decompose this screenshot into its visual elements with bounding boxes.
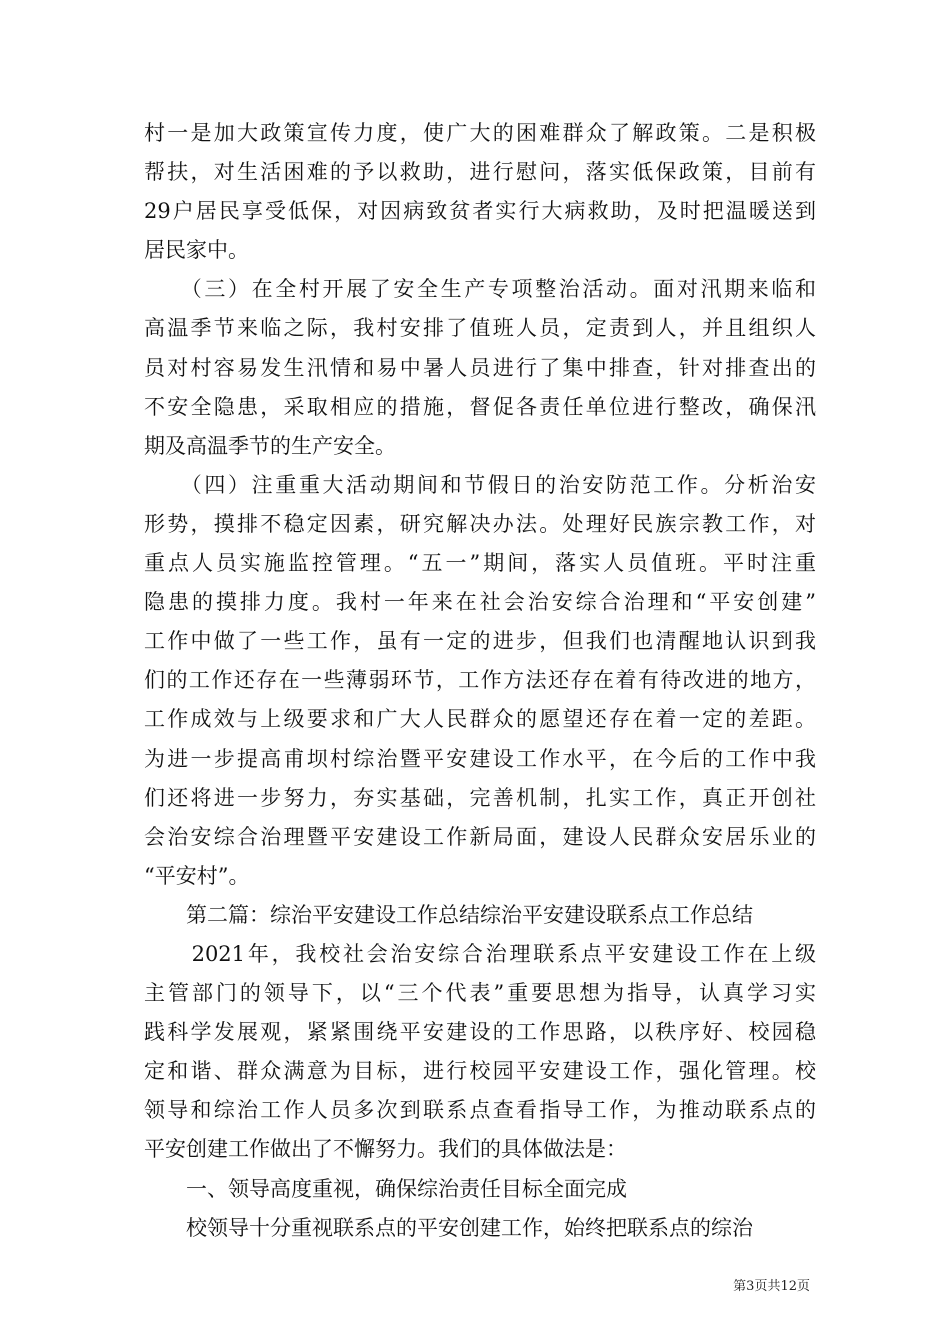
text-line: （三）在全村开展了安全生产专项整治活动。面对汛期来临和 — [144, 277, 816, 302]
text-line: 平安创建工作做出了不懈努力。我们的具体做法是： — [144, 1137, 627, 1162]
subsection-heading: 一、领导高度重视，确保综治责任目标全面完成 — [144, 1176, 627, 1201]
text-line: 帮扶，对生活困难的予以救助，进行慰问，落实低保政策，目前有 — [144, 160, 816, 185]
text-line: 主管部门的领导下，以“三个代表”重要思想为指导，认真学习实 — [144, 981, 816, 1006]
text-line: 校领导十分重视联系点的平安创建工作，始终把联系点的综治 — [144, 1215, 753, 1240]
text-line: 村一是加大政策宣传力度，使广大的困难群众了解政策。二是积极 — [144, 121, 816, 145]
section-heading: 第二篇：综治平安建设工作总结综治平安建设联系点工作总结 — [144, 902, 753, 927]
text-line: 为进一步提高甫坝村综治暨平安建设工作水平，在今后的工作中我 — [144, 746, 816, 771]
text-line: 高温季节来临之际，我村安排了值班人员，定责到人，并且组织人 — [144, 316, 816, 341]
text-line: 29户居民享受低保，对因病致贫者实行大病救助，及时把温暖送到 — [144, 199, 816, 224]
text-line: 会治安综合治理暨平安建设工作新局面，建设人民群众安居乐业的 — [144, 824, 816, 849]
page-number: 第3页共12页 — [733, 1279, 810, 1294]
text-line: 员对村容易发生汛情和易中暑人员进行了集中排查，针对排查出的 — [144, 355, 816, 380]
text-line: 们还将进一步努力，夯实基础，完善机制，扎实工作，真正开创社 — [144, 785, 816, 810]
text-line: 隐患的摸排力度。我村一年来在社会治安综合治理和“平安创建” — [144, 590, 816, 615]
text-line: 期及高温季节的生产安全。 — [144, 433, 396, 458]
text-line: 居民家中。 — [144, 238, 249, 263]
text-line: 工作中做了一些工作，虽有一定的进步，但我们也清醒地认识到我 — [144, 629, 816, 654]
text-line: 领导和综治工作人员多次到联系点查看指导工作，为推动联系点的 — [144, 1098, 816, 1123]
text-line: 2021年，我校社会治安综合治理联系点平安建设工作在上级 — [144, 941, 816, 966]
text-line: 践科学发展观，紧紧围绕平安建设的工作思路，以秩序好、校园稳 — [144, 1020, 816, 1045]
text-line: （四）注重重大活动期间和节假日的治安防范工作。分析治安 — [144, 472, 816, 497]
text-line: 工作成效与上级要求和广大人民群众的愿望还存在着一定的差距。 — [144, 707, 816, 732]
text-line: 定和谐、群众满意为目标，进行校园平安建设工作，强化管理。校 — [144, 1059, 816, 1084]
text-line: 形势，摸排不稳定因素，研究解决办法。处理好民族宗教工作，对 — [144, 511, 816, 536]
text-line: 重点人员实施监控管理。“五一”期间，落实人员值班。平时注重 — [144, 551, 816, 576]
text-line: “平安村”。 — [144, 863, 250, 888]
text-line: 不安全隐患，采取相应的措施，督促各责任单位进行整改，确保汛 — [144, 394, 816, 419]
body-text — [144, 114, 816, 1248]
text-line: 们的工作还存在一些薄弱环节，工作方法还存在着有待改进的地方， — [144, 668, 816, 693]
